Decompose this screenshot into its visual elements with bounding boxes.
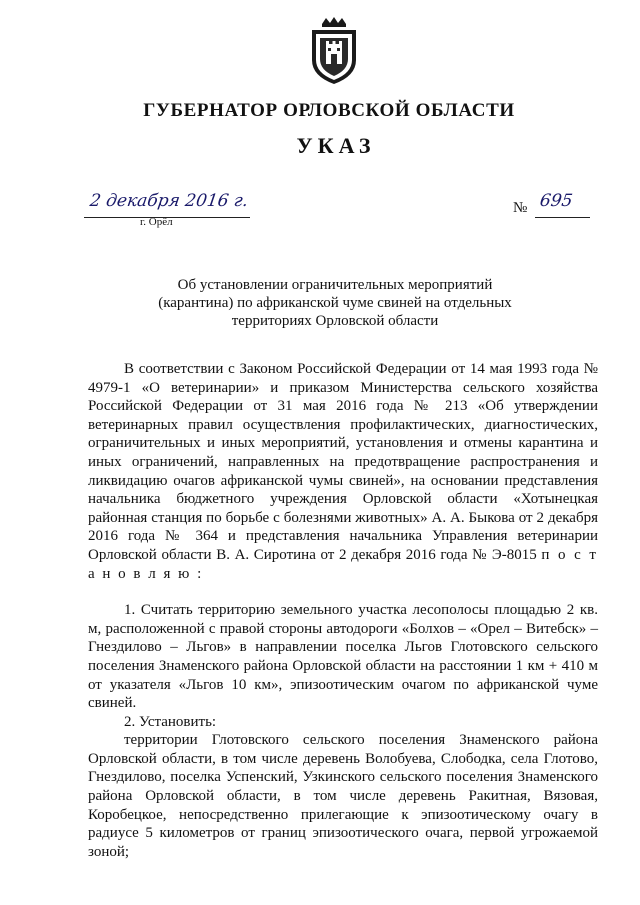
subject-line: Об установлении ограничительных мероприятий [177,277,493,293]
resolve-word: п о с т а н о в л я ю : [88,546,598,582]
document-type: УКАЗ [296,133,376,158]
issuing-authority: ГУБЕРНАТОР ОРЛОВСКОЙ ОБЛАСТИ [143,100,515,121]
number-label: № [513,200,528,216]
preamble-text: В соответствии с Законом Российской Федерации от 14 мая 1993 года № 4979-1 «О ветеринарии» и приказом Министерства сельского хозяйства Российской Федерации от 31 мая 2016 года № 213 «Об утверждении ветеринарных правил осуществления профилактических, диагностических, ограничительных и иных мероприятий, установления и отмены карантина и иных ограничений, направленных на предотвращение распространения и ликвидацию очагов африканской чумы свиней», на основании представления начальника бюджетного учреждения Орловской области «Хотынецкая районная станция по борьбе с болезнями животных» А. А. Быкова от 2 декабря 2016 года № 364 и представления начальника Управления ветеринарии Орловской области В. А. Сиротина от 2 декабря 2016 года № Э-8015 [88,361,598,563]
handwritten-number: 695 [538,191,574,211]
decree-body [88,360,598,861]
handwritten-date: 2 декабря 2016 г. [88,191,250,211]
item-1: 1. Считать территорию земельного участка лесополосы площадью 2 кв. м, расположенной с правой стороны автодороги «Болхов – «Орел – Витебск» – Гнездилово – Льгов» в направлении поселка Льгов Глотовского сельского поселения Знаменского района Орловской области на расстоянии 1 км + 410 м от указателя «Льгов 10 км», эпизоотическим очагом по африканской чуме свиней. [88,602,598,712]
decree-subject [150,276,520,330]
item-2: 2. Установить: [124,713,217,730]
subject-line: (карантина) по африканской чуме свиней на отдельных [158,295,512,311]
coat-of-arms-emblem [308,14,360,86]
preamble-paragraph [88,360,598,583]
number-field [535,193,590,218]
date-field [84,193,250,218]
subject-line: территориях Орловской области [231,313,439,329]
issue-city: г. Орёл [140,216,173,228]
item-2-paragraph: территории Глотовского сельского поселения Знаменского района Орловской области, в том числе деревень Волобуева, Слободка, села Глотово, Гнездилово, поселка Успенский, Узкинского сельского поселения Знаменского района Орловской области, в том числе деревень Ракитная, Вязовая, Коробецкое, непосредственно прилегающие к эпизоотическому очагу в радиусе 5 километров от границ эпизоотического очага, первой угрожаемой зоной; [88,732,598,860]
